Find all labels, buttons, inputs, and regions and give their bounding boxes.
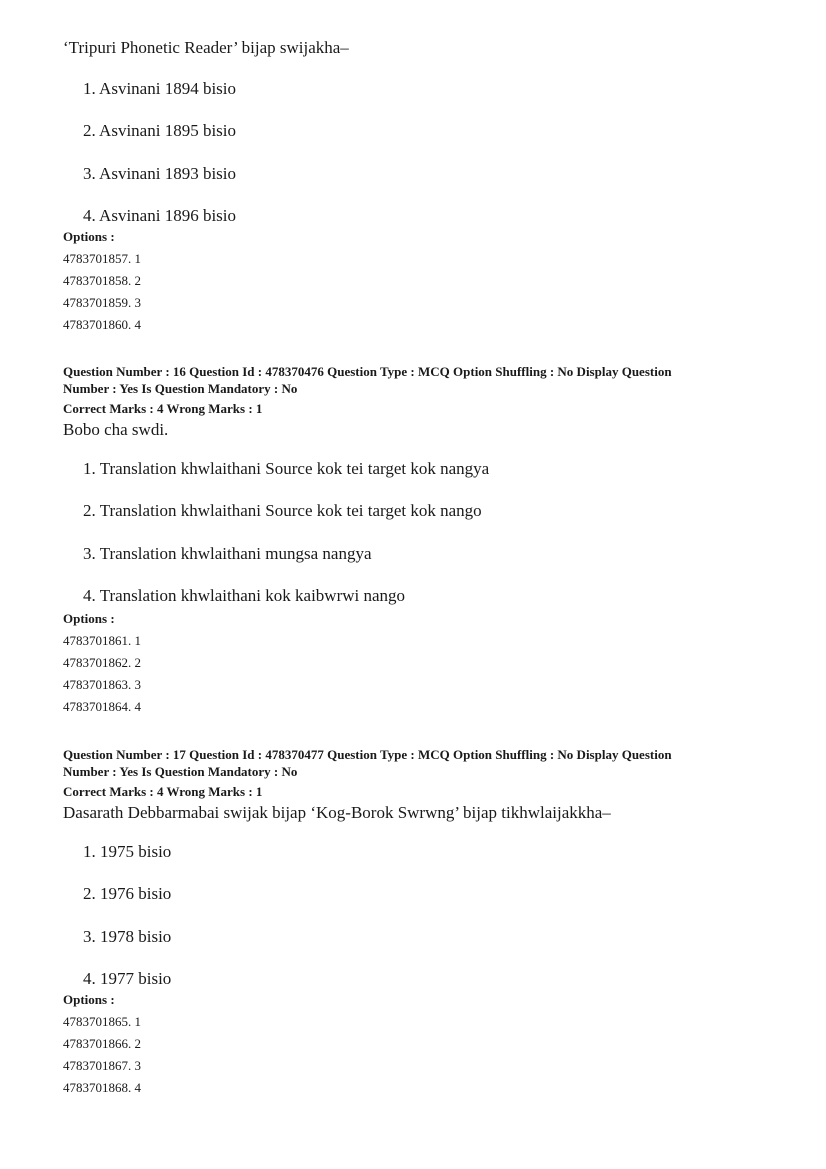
- option-id: 4783701868. 4: [63, 1080, 141, 1095]
- question-marks: Correct Marks : 4 Wrong Marks : 1: [63, 401, 263, 416]
- answer-choice: 2. Translation khwlaithani Source kok tei target kok nango: [83, 501, 482, 520]
- question-meta-cont: Number : Yes Is Question Mandatory : No: [63, 764, 298, 779]
- answer-choice: 4. Asvinani 1896 bisio: [83, 206, 237, 225]
- question-16-header: [63, 363, 763, 417]
- answer-choice: 1. 1975 bisio: [83, 842, 172, 861]
- answer-choice: 3. 1978 bisio: [83, 927, 172, 946]
- option-id: 4783701865. 1: [63, 1014, 141, 1029]
- options-label: Options :: [63, 229, 115, 244]
- question-meta: Question Number : 17 Question Id : 478370477 Question Type : MCQ Option Shuffling : No Display Question: [63, 747, 672, 762]
- option-id: 4783701860. 4: [63, 317, 141, 332]
- question-stem: Dasarath Debbarmabai swijak bijap ‘Kog-Borok Swrwng’ bijap tikhwlaijakkha–: [63, 803, 611, 822]
- answer-choice: 2. Asvinani 1895 bisio: [83, 121, 237, 140]
- answer-choice: 1. Translation khwlaithani Source kok tei target kok nangya: [83, 459, 490, 478]
- options-list: [63, 611, 763, 715]
- option-id: 4783701867. 3: [63, 1058, 141, 1073]
- option-id: 4783701858. 2: [63, 273, 141, 288]
- question-17-header: [63, 746, 763, 800]
- answer-choice: 3. Translation khwlaithani mungsa nangya: [83, 544, 372, 563]
- question-17: [63, 803, 763, 823]
- options-list: [63, 229, 763, 333]
- question-meta-cont: Number : Yes Is Question Mandatory : No: [63, 381, 298, 396]
- option-id: 4783701866. 2: [63, 1036, 141, 1051]
- question-meta: Question Number : 16 Question Id : 478370476 Question Type : MCQ Option Shuffling : No Display Question: [63, 364, 672, 379]
- option-id: 4783701863. 3: [63, 677, 141, 692]
- answer-choice: 1. Asvinani 1894 bisio: [83, 79, 237, 98]
- question-marks: Correct Marks : 4 Wrong Marks : 1: [63, 784, 263, 799]
- option-id: 4783701862. 2: [63, 655, 141, 670]
- options-label: Options :: [63, 611, 115, 626]
- option-id: 4783701864. 4: [63, 699, 141, 714]
- option-id: 4783701859. 3: [63, 295, 141, 310]
- options-label: Options :: [63, 992, 115, 1007]
- answer-choice: 4. Translation khwlaithani kok kaibwrwi nango: [83, 586, 406, 605]
- question-16: [63, 420, 763, 440]
- question-stem: Bobo cha swdi.: [63, 420, 169, 439]
- answer-choice: 2. 1976 bisio: [83, 884, 172, 903]
- answer-choice: 4. 1977 bisio: [83, 969, 172, 988]
- option-id: 4783701857. 1: [63, 251, 141, 266]
- answer-choice: 3. Asvinani 1893 bisio: [83, 164, 237, 183]
- question-15: [63, 38, 763, 58]
- option-id: 4783701861. 1: [63, 633, 141, 648]
- options-list: [63, 992, 763, 1096]
- question-stem: ‘Tripuri Phonetic Reader’ bijap swijakha–: [63, 38, 349, 57]
